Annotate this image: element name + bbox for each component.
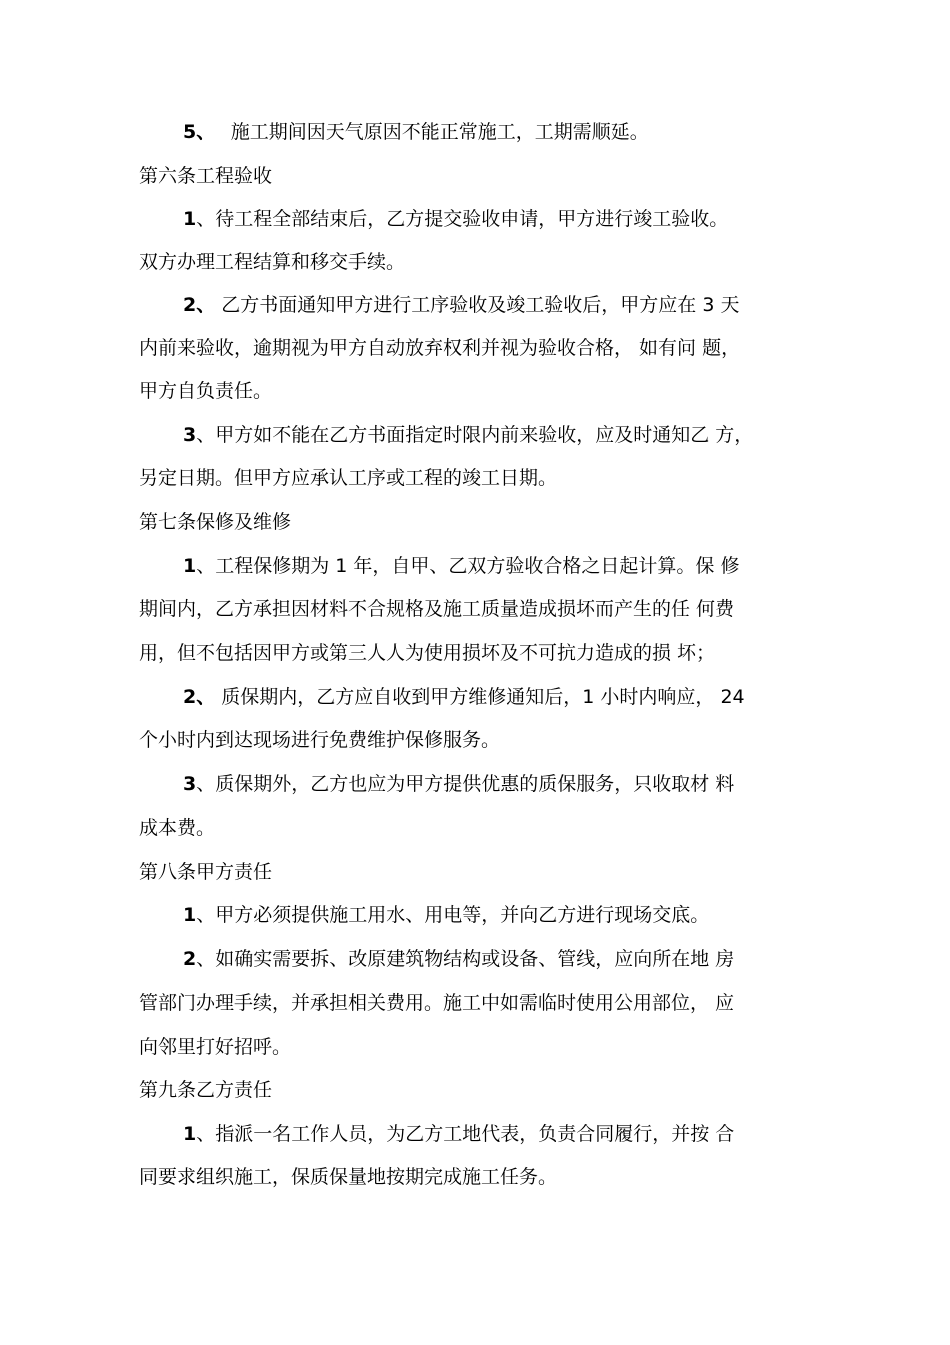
section-heading <box>139 860 809 884</box>
line-text: 第六条工程验收 <box>139 165 273 187</box>
item-number: 3 <box>183 773 197 795</box>
text-line <box>139 466 809 490</box>
text-line <box>183 1122 809 1146</box>
line-text: 双方办理工程结算和移交手续。 <box>139 251 406 273</box>
item-number: 1 <box>183 555 197 577</box>
line-text: 、甲方必须提供施工用水、用电等，并向乙方进行现场交底。 <box>196 904 710 926</box>
line-text: 施工期间因天气原因不能正常施工，工期需顺延。 <box>205 121 649 143</box>
line-text: 质保期内，乙方应自收到甲方维修通知后，1 小时内响应， 24 <box>215 686 745 708</box>
text-line <box>183 207 809 231</box>
line-text: 个小时内到达现场进行免费维护保修服务。 <box>139 729 501 751</box>
section-heading <box>139 164 809 188</box>
text-line <box>183 772 809 796</box>
text-line <box>139 250 809 274</box>
text-line <box>183 947 809 971</box>
item-number: 1 <box>183 208 197 230</box>
line-text: 同要求组织施工，保质保量地按期完成施工任务。 <box>139 1166 558 1188</box>
line-text: 、待工程全部结束后，乙方提交验收申请，甲方进行竣工验收。 <box>196 208 729 230</box>
line-text: 、工程保修期为 1 年，自甲、乙双方验收合格之日起计算。保 修 <box>196 555 740 577</box>
text-line <box>183 423 809 447</box>
item-number: 3 <box>183 424 197 446</box>
text-line <box>139 1035 809 1059</box>
item-number: 2 <box>183 948 197 970</box>
text-line <box>139 991 809 1015</box>
section-heading <box>139 1078 809 1102</box>
text-line <box>139 336 809 360</box>
text-line <box>139 379 809 403</box>
item-number: 1 <box>183 904 197 926</box>
line-text: 成本费。 <box>139 817 216 839</box>
line-text: 期间内，乙方承担因材料不合规格及施工质量造成损坏而产生的任 何费 <box>139 598 735 620</box>
line-text: 、如确实需要拆、改原建筑物结构或设备、管线，应向所在地 房 <box>196 948 735 970</box>
line-text: 另定日期。但甲方应承认工序或工程的竣工日期。 <box>139 467 558 489</box>
line-text: 第八条甲方责任 <box>139 861 273 883</box>
text-line <box>183 293 809 317</box>
line-text: 第九条乙方责任 <box>139 1079 273 1101</box>
line-text: 用，但不包括因甲方或第三人人为使用损坏及不可抗力造成的损 坏； <box>139 642 716 664</box>
line-text: 、指派一名工作人员，为乙方工地代表，负责合同履行，并按 合 <box>196 1123 735 1145</box>
item-number: 1 <box>183 1123 197 1145</box>
text-line <box>139 816 809 840</box>
line-text: 、质保期外，乙方也应为甲方提供优惠的质保服务，只收取材 料 <box>196 773 735 795</box>
line-text: 、甲方如不能在乙方书面指定时限内前来验收，应及时通知乙 方， <box>196 424 754 446</box>
text-line <box>139 641 809 665</box>
text-line <box>183 685 809 709</box>
text-line <box>183 120 809 144</box>
text-line <box>183 554 809 578</box>
text-line <box>139 728 809 752</box>
line-text: 向邻里打好招呼。 <box>139 1036 292 1058</box>
line-text: 第七条保修及维修 <box>139 511 292 533</box>
line-text: 乙方书面通知甲方进行工序验收及竣工验收后，甲方应在 3 天 <box>215 294 740 316</box>
text-line <box>183 903 809 927</box>
text-line <box>139 597 809 621</box>
line-text: 甲方自负责任。 <box>139 380 273 402</box>
line-text: 管部门办理手续，并承担相关费用。施工中如需临时使用公用部位， 应 <box>139 992 735 1014</box>
item-number: 5、 <box>183 121 206 143</box>
section-heading <box>139 510 809 534</box>
item-number: 2、 <box>183 294 216 316</box>
text-line <box>139 1165 809 1189</box>
line-text: 内前来验收，逾期视为甲方自动放弃权利并视为验收合格， 如有问 题， <box>139 337 741 359</box>
item-number: 2、 <box>183 686 216 708</box>
